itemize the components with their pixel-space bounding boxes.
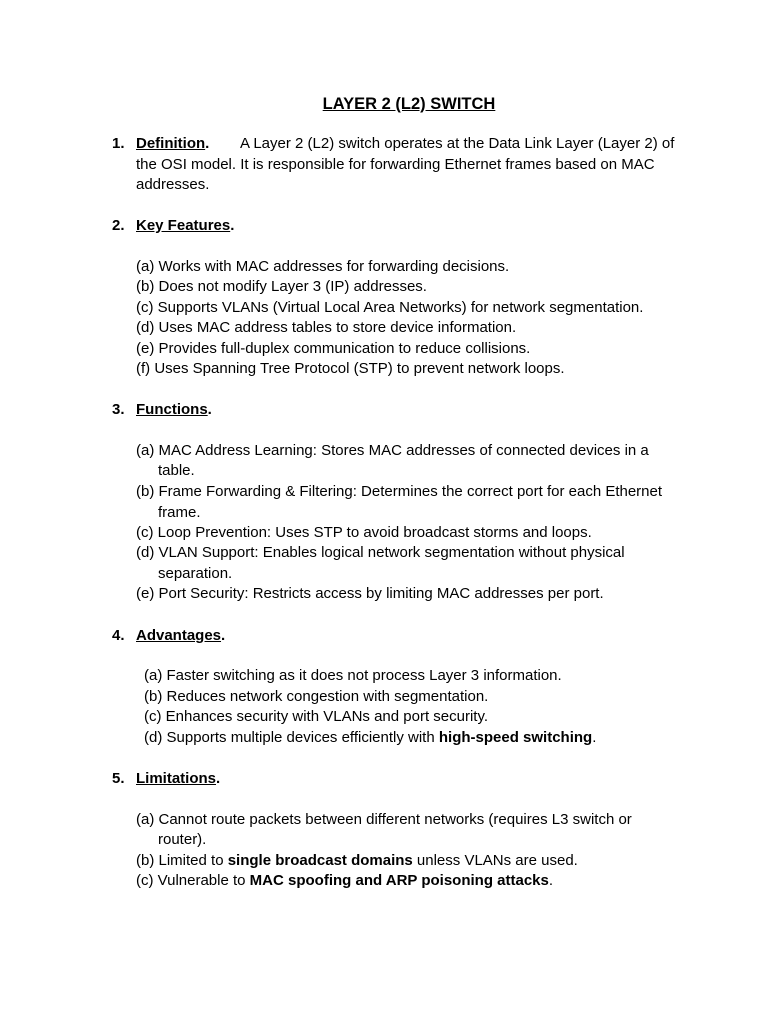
list-item-text: (d) Supports multiple devices efficiently with	[144, 729, 439, 746]
bold-emphasis: MAC spoofing and ARP poisoning attacks	[249, 872, 549, 889]
list-item-text: unless VLANs are used.	[412, 852, 578, 869]
list-item: (b) Does not modify Layer 3 (IP) addresses.	[136, 278, 427, 295]
list-item: (c) Enhances security with VLANs and port security.	[144, 708, 489, 725]
list-item	[136, 871, 553, 891]
heading-period: .	[216, 770, 221, 787]
list-item-text: (b) Limited to	[136, 852, 228, 869]
section-number: 1.	[112, 135, 125, 152]
list-item-continuation: router).	[158, 831, 207, 848]
list-item-continuation: table.	[158, 462, 195, 479]
list-item-text: .	[548, 872, 554, 889]
section-heading: Definition	[136, 135, 206, 152]
list-item-text: .	[592, 729, 597, 746]
list-item-continuation: separation.	[158, 565, 233, 582]
section-heading-line	[136, 769, 220, 789]
definition-line: A Layer 2 (L2) switch operates at the Data Link Layer (Layer 2) of	[240, 135, 675, 152]
document-title: LAYER 2 (L2) SWITCH	[322, 95, 496, 113]
list-item: (c) Supports VLANs (Virtual Local Area Networks) for network segmentation.	[136, 299, 644, 316]
heading-period: .	[207, 401, 212, 418]
section-heading-line	[136, 626, 225, 646]
list-item: (d) VLAN Support: Enables logical network segmentation without physical	[136, 544, 625, 561]
list-item: (c) Loop Prevention: Uses STP to avoid broadcast storms and loops.	[136, 524, 592, 541]
definition-line: addresses.	[136, 176, 210, 193]
section-heading: Functions	[136, 401, 208, 418]
section-heading: Limitations	[136, 770, 217, 787]
list-item-continuation: frame.	[158, 504, 201, 521]
list-item: (a) MAC Address Learning: Stores MAC addresses of connected devices in a	[136, 442, 649, 459]
section-heading-line	[136, 134, 209, 154]
list-item	[136, 851, 578, 871]
heading-period: .	[230, 217, 235, 234]
list-item	[144, 728, 596, 748]
section-heading: Key Features	[136, 217, 231, 234]
list-item: (b) Frame Forwarding & Filtering: Determines the correct port for each Ethernet	[136, 483, 663, 500]
section-heading: Advantages	[136, 627, 222, 644]
list-item: (d) Uses MAC address tables to store device information.	[136, 319, 517, 336]
section-number: 4.	[112, 627, 125, 644]
list-item-text: (c) Vulnerable to	[136, 872, 250, 889]
definition-line: the OSI model. It is responsible for forwarding Ethernet frames based on MAC	[136, 156, 655, 173]
section-heading-line	[136, 400, 212, 420]
bold-emphasis: single broadcast domains	[227, 852, 413, 869]
heading-period: .	[205, 135, 210, 152]
list-item: (b) Reduces network congestion with segmentation.	[144, 688, 489, 705]
list-item: (a) Works with MAC addresses for forwarding decisions.	[136, 258, 510, 275]
list-item: (f) Uses Spanning Tree Protocol (STP) to prevent network loops.	[136, 360, 565, 377]
list-item: (a) Faster switching as it does not process Layer 3 information.	[144, 667, 562, 684]
section-number: 5.	[112, 770, 125, 787]
bold-emphasis: high-speed switching	[438, 729, 593, 746]
list-item: (e) Port Security: Restricts access by limiting MAC addresses per port.	[136, 585, 604, 602]
heading-period: .	[221, 627, 226, 644]
list-item: (e) Provides full-duplex communication to reduce collisions.	[136, 340, 531, 357]
section-heading-line	[136, 216, 234, 236]
list-item: (a) Cannot route packets between different networks (requires L3 switch or	[136, 811, 632, 828]
section-number: 2.	[112, 217, 125, 234]
section-number: 3.	[112, 401, 125, 418]
